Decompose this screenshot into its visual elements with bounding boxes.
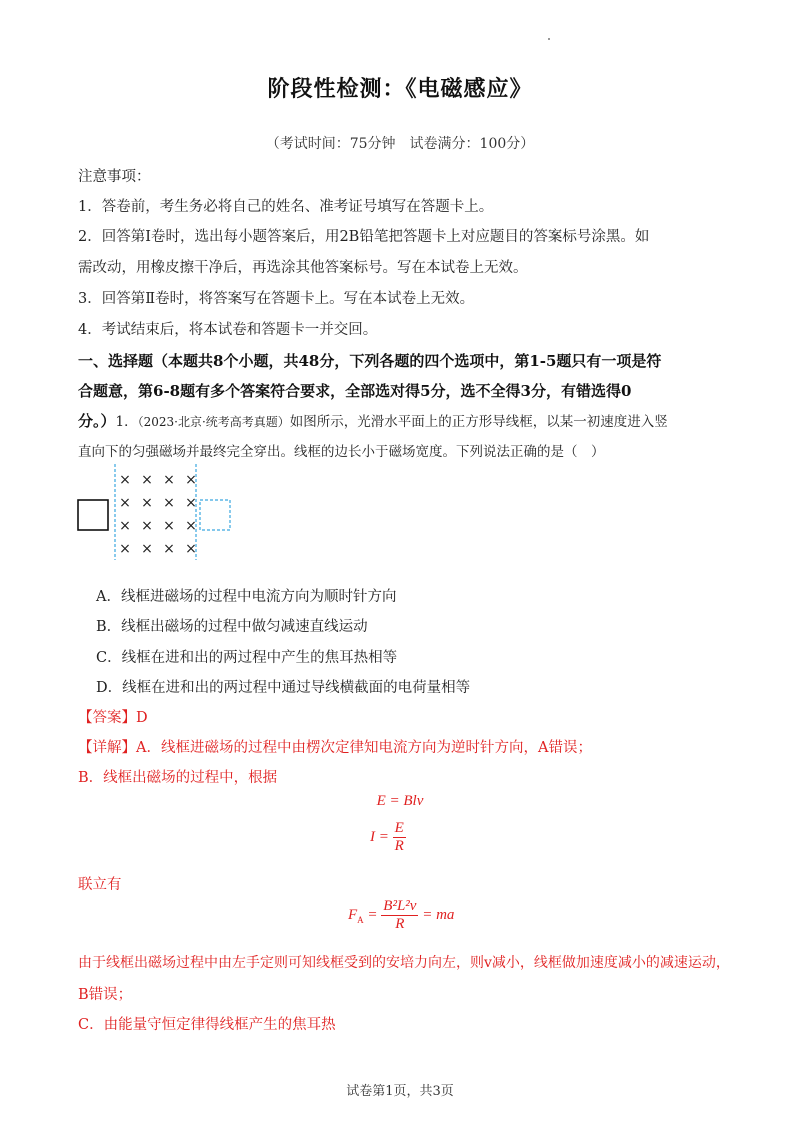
answer-line: 【答案】D [78,710,148,726]
field-cross: × [119,472,131,488]
section-header-line1: 一、选择题（本题共8个小题，共48分，下列各题的四个选项中，第1-5题只有一项是符 [78,352,662,370]
field-cross: × [185,472,197,488]
note-2: 2．回答第Ⅰ卷时，选出每小题答案后，用2B铅笔把答题卡上对应题目的答案标号涂黑。如 [78,229,650,245]
note-3: 3．回答第Ⅱ卷时，将答案写在答题卡上。写在本试卷上无效。 [78,291,475,307]
equation-current-numerator: E [394,820,404,836]
field-cross: × [163,541,175,557]
section-header-line3: 分。） [78,412,116,430]
equation-force-rhs: = ma [422,906,455,923]
question-stem-2: 直向下的匀强磁场并最终完全穿出。线框的边长小于磁场宽度。下列说法正确的是（ ） [78,444,605,460]
field-cross: × [141,472,153,488]
field-cross: × [141,541,153,557]
notes-header: 注意事项： [78,169,151,185]
equation-force [348,898,454,933]
analysis-line-5: C．由能量守恒定律得线框产生的焦耳热 [78,1017,336,1033]
section-header-line2: 合题意，第6-8题有多个答案符合要求，全部选对得5分，选不全得3分，有错选得0 [78,382,632,400]
equation-force-numerator: B²L²v [383,898,417,914]
field-cross: × [185,495,197,511]
exam-info: （考试时间：75分钟 试卷满分：100分） [265,136,535,152]
option-c[interactable]: C．线框在进和出的两过程中产生的焦耳热相等 [96,650,398,666]
field-cross: × [163,472,175,488]
option-b[interactable]: B．线框出磁场的过程中做匀减速直线运动 [96,619,368,635]
note-2-cont: 需改动，用橡皮擦干净后，再选涂其他答案标号。写在本试卷上无效。 [78,260,528,276]
equation-force-fraction [381,898,418,933]
equation-current-fraction [393,820,406,855]
field-cross: × [163,495,175,511]
equation-force-equals: = [367,906,378,923]
wire-frame-exit-position [200,500,230,530]
magnetic-field-figure [70,462,250,562]
analysis-line-2: B．线框出磁场的过程中，根据 [78,770,278,786]
field-cross: × [141,518,153,534]
joint-label: 联立有 [78,877,122,893]
field-cross: × [119,518,131,534]
page-footer: 试卷第1页，共3页 [346,1084,454,1099]
analysis-line-3: 由于线框出磁场过程中由左手定则可知线框受到的安培力向左，则v减小，线框做加速度减小的减速运动， [78,955,730,971]
field-cross: × [185,541,197,557]
option-d[interactable]: D．线框在进和出的两过程中通过导线横截面的电荷量相等 [96,680,471,696]
equation-force-denominator: R [395,916,405,932]
question-line-1 [78,410,668,431]
question-source: （2023·北京·统考高考真题） [137,415,290,429]
option-a[interactable]: A．线框进磁场的过程中电流方向为顺时针方向 [96,589,397,605]
question-stem-1: 如图所示，光滑水平面上的正方形导线框，以某一初速度进入竖 [289,414,668,430]
equation-force-lhs: F [348,906,358,923]
analysis-line-1: 【详解】A．线框进磁场的过程中由楞次定律知电流方向为逆时针方向，A错误； [78,740,592,756]
field-cross: × [119,541,131,557]
wire-frame-square [78,500,108,530]
equation-current-denominator: R [394,838,404,854]
equation-force-subscript: A [357,914,364,925]
equation-current [370,820,406,855]
equation-current-lhs: I = [370,828,389,845]
field-cross: × [163,518,175,534]
question-number: 1． [115,414,138,430]
field-crosses [119,472,197,557]
field-cross: × [119,495,131,511]
page-title: 阶段性检测：《电磁感应》 [267,76,533,102]
analysis-line-4: B错误； [78,987,133,1003]
equation-emf: E = Blv [376,793,424,809]
note-4: 4．考试结束后，将本试卷和答题卡一并交回。 [78,322,378,338]
note-1: 1．答卷前，考生务必将自己的姓名、准考证号填写在答题卡上。 [78,199,494,215]
field-cross: × [185,518,197,534]
scan-dot [548,38,550,40]
field-cross: × [141,495,153,511]
